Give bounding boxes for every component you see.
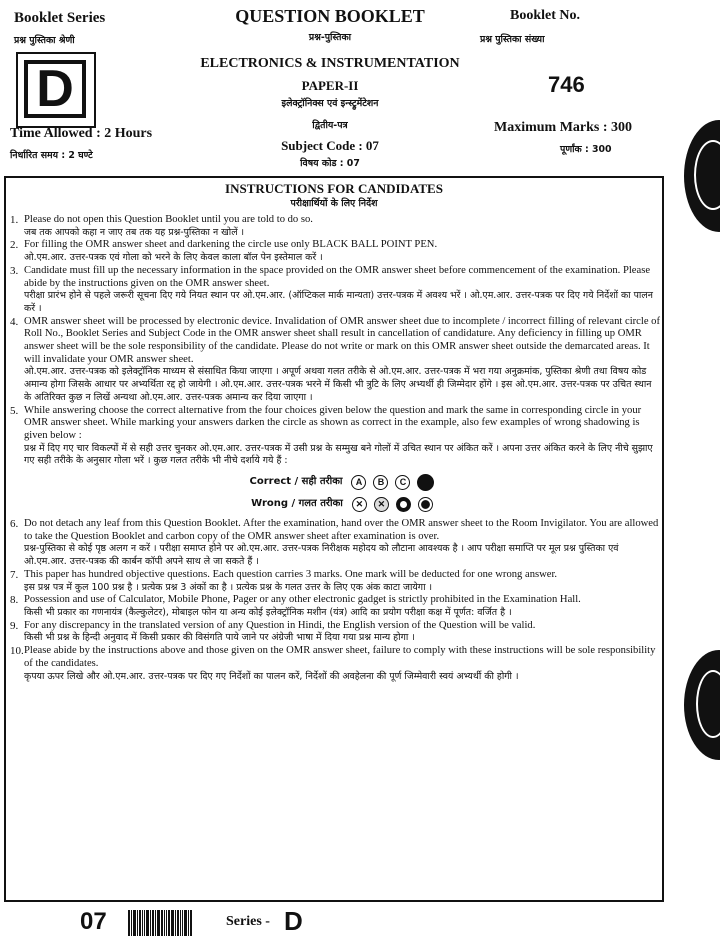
instruction-item: [10, 569, 660, 594]
instruction-item: [10, 518, 660, 569]
correct-label: Correct / सही तरीका: [249, 476, 343, 488]
instruction-item: [10, 214, 660, 239]
instruction-text-hindi: प्रश्न-पुस्तिका से कोई पृष्ठ अलग न करें । परीक्षा समाप्त होने पर ओ.एम.आर. उत्तर-पत्रक निरीक्षक महोदय को लौटाना आवश्यक है । आप परीक्षा समाप्ति पर मूल प्रश्न पुस्तिका एवं ओ.एम.आर. उत्तर-पत्रक की कार्बन कॉपी अपने साथ ले जा सकते हैं ।: [24, 543, 619, 568]
crossed-shaded-circle-icon: [374, 497, 389, 512]
instruction-text: For any discrepancy in the translated version of any Question in Hindi, the English version of the Question will be valid.: [24, 619, 536, 631]
instruction-text: OMR answer sheet will be processed by electronic device. Invalidation of OMR answer sheet due to incomplete / incorrect filling of relevant circle of Roll No., Booklet Series and Subject Code in the OMR answer sheet shall result in cancellation of candidature. Any deficiency in filling up OMR answer sheet will be the sole responsibility of the candidate. Please do not write or mark on this OMR answer sheet outside the demarcated areas. It will invalidate your OMR answer sheet.: [24, 315, 660, 365]
instruction-text-hindi: ओ.एम.आर. उत्तर-पत्रक एवं गोला को भरने के लिए केवल काला बॉल पेन इस्तेमाल करें ।: [24, 252, 323, 264]
instruction-number: 4.: [10, 315, 19, 328]
instruction-text: Candidate must fill up the necessary information in the space provided on the OMR answer sheet before commencement of the examination. Please abide by the instructions given on the OMR answer sheet.: [24, 264, 651, 289]
booklet-series-label: Booklet Series: [14, 10, 106, 26]
instruction-item: [10, 239, 660, 264]
crossed-circle-icon: [352, 497, 367, 512]
subject-code: Subject Code : 07: [281, 138, 379, 153]
instruction-text-hindi: किसी भी प्रकार का गणनायंत्र (कैल्कुलेटर), मोबाइल फोन या अन्य कोई इलेक्ट्रॉनिक मशीन (यंत्र) आदि का प्रयोग परीक्षा कक्ष में पूर्णत: वर्जित है ।: [24, 606, 512, 618]
instruction-item: [10, 405, 660, 519]
option-a-circle: A: [351, 475, 366, 490]
time-allowed: Time Allowed : 2 Hours: [10, 126, 153, 141]
instruction-text: While answering choose the correct alternative from the four choices given below the question and mark the same in corresponding circle in your OMR answer sheet. While marking your answers darken the circle as shown as correct in the example, also few examples of wrong shadowing is given below :: [24, 404, 642, 441]
booklet-no-label: Booklet No.: [510, 8, 580, 23]
instructions-list: [10, 214, 660, 683]
filled-circle-icon: [417, 474, 434, 491]
max-marks: Maximum Marks : 300: [494, 120, 633, 135]
dot-circle-icon: [418, 497, 433, 512]
booklet-number: 746: [548, 72, 585, 97]
instruction-number: 5.: [10, 404, 19, 417]
paper-label-hindi: द्वितीय-पत्र: [312, 120, 348, 131]
instruction-text: For filling the OMR answer sheet and darkening the circle use only BLACK BALL POINT PEN.: [24, 239, 438, 251]
instruction-text: This paper has hundred objective questions. Each question carries 3 marks. One mark will be deducted for one wrong answer.: [24, 568, 558, 580]
booklet-title-hindi: प्रश्न-पुस्तिका: [308, 32, 352, 43]
instruction-number: 1.: [10, 214, 19, 226]
instruction-text: Please do not open this Question Booklet until you are told to do so.: [24, 214, 313, 225]
instructions-heading-hindi: परीक्षार्थियों के लिए निर्देश: [290, 198, 378, 209]
instruction-item: [10, 620, 660, 645]
instruction-number: 10.: [10, 645, 24, 658]
series-box: [16, 52, 96, 128]
instruction-number: 9.: [10, 619, 19, 632]
instruction-number: 6.: [10, 518, 19, 531]
booklet-title: QUESTION BOOKLET: [235, 6, 425, 26]
instruction-item: [10, 594, 660, 619]
barcode: [128, 910, 210, 936]
time-allowed-hindi: निर्धारित समय : 2 घण्टे: [10, 150, 93, 161]
footer-subject-code: 07: [80, 908, 107, 935]
booklet-no-label-hindi: प्रश्न पुस्तिका संख्या: [480, 34, 545, 45]
instruction-text: Please abide by the instructions above and those given on the OMR answer sheet, failure to comply with these instructions will be sole responsibility of the candidates.: [24, 645, 656, 669]
instruction-number: 2.: [10, 239, 19, 252]
instruction-item: [10, 316, 660, 405]
option-c-circle: C: [395, 475, 410, 490]
correct-example: [24, 474, 660, 491]
instruction-text-hindi: प्रश्न में दिए गए चार विकल्पों में से सही उत्तर चुनकर ओ.एम.आर. उत्तर-पत्रक में उसी प्रश्न के सम्मुख बने गोलों में उचित स्थान पर अंकित करें । अपना उत्तर अंकित करने के लिए नीचे सुझाए गए सही तरीके के अनुसार गोला भरें । कुछ गलत तरीके भी नीचे दर्शाये गये हैं :: [24, 442, 653, 467]
instruction-text: Do not detach any leaf from this Question Booklet. After the examination, hand over the OMR answer sheet to the Room Invigilator. You are allowed to take the Question Booklet and carbon copy of the OMR answer sheet after examination is over.: [24, 518, 659, 542]
instruction-number: 7.: [10, 568, 19, 581]
subject-title: ELECTRONICS & INSTRUMENTATION: [200, 56, 460, 71]
footer-series-label: Series -: [226, 914, 270, 929]
max-marks-hindi: पूर्णांक : 300: [560, 144, 612, 155]
instruction-item: [10, 265, 660, 316]
ring-circle-icon: [396, 497, 411, 512]
instruction-item: [10, 645, 660, 683]
instruction-text-hindi: इस प्रश्न पत्र में कुल 100 प्रश्न है । प्रत्येक प्रश्न 3 अंकों का है । प्रत्येक प्रश्न के गलत उत्तर के लिए एक अंक काटा जायेगा ।: [24, 581, 433, 593]
instruction-number: 8.: [10, 594, 19, 607]
instructions-heading: INSTRUCTIONS FOR CANDIDATES: [225, 181, 443, 196]
option-b-circle: B: [373, 475, 388, 490]
series-letter: D: [24, 60, 86, 118]
booklet-series-label-hindi: प्रश्न पुस्तिका श्रेणी: [14, 35, 75, 46]
subject-title-hindi: इलेक्ट्रॉनिक्स एवं इन्स्ट्रुमेंटेशन: [281, 98, 379, 109]
instruction-text: Possession and use of Calculator, Mobile Phone, Pager or any other electronic gadget is strictly prohibited in the Examination Hall.: [24, 594, 581, 606]
instruction-text-hindi: परीक्षा प्रारंभ होने से पहले जरूरी सूचना दिए गये नियत स्थान पर ओ.एम.आर. (ऑप्टिकल मार्क मान्यता) उत्तर-पत्रक में अवश्य भरें । ओ.एम.आर. उत्तर-पत्रक पर दिए गये निर्देशों का पालन करें ।: [24, 290, 653, 314]
instruction-text-hindi: जब तक आपको कहा न जाए तब तक यह प्रश्न-पुस्तिका न खोलें ।: [24, 226, 245, 238]
subject-code-hindi: विषय कोड : 07: [300, 158, 360, 169]
wrong-label: Wrong / गलत तरीका: [251, 498, 343, 510]
paper-label: PAPER-II: [301, 78, 359, 93]
footer-series-letter: D: [284, 906, 303, 936]
instruction-number: 3.: [10, 264, 19, 277]
instruction-text-hindi: किसी भी प्रश्न के हिन्दी अनुवाद में किसी प्रकार की विसंगति पाये जाने पर अंग्रेजी भाषा में दिया गया प्रश्न मान्य होगा ।: [24, 632, 415, 644]
instruction-text-hindi: ओ.एम.आर. उत्तर-पत्रक को इलेक्ट्रॉनिक माध्यम से संसाधित किया जाएगा । अपूर्ण अथवा गलत तरीके से ओ.एम.आर. उत्तर-पत्रक में भरा गया अनुक्रमांक, पुस्तिका श्रेणी तथा विषय कोड अमान्य होगा जिसके आधार पर अभ्यर्थिता रद्द हो जायेगी । ओ.एम.आर. उत्तर-पत्रक भरने में किसी भी त्रुटि के लिए अभ्यर्थी ही जिम्मेदार होंगे । इस ओ.एम.आर. उत्तर-पत्रक पर उचित स्थान के अतिरिक्त कुछ न लिखें अन्यथा ओ.एम.आर. उत्तर-पत्रक अमान्य कर दिया जाएगा ।: [24, 366, 652, 403]
wrong-example: [24, 497, 660, 512]
instruction-text-hindi: कृपया ऊपर लिखे और ओ.एम.आर. उत्तर-पत्रक पर दिए गए निर्देशों का पालन करें, निर्देशों की अवहेलना की पूर्ण जिम्मेवारी स्वयं अभ्यर्थी की होगी ।: [24, 670, 519, 682]
